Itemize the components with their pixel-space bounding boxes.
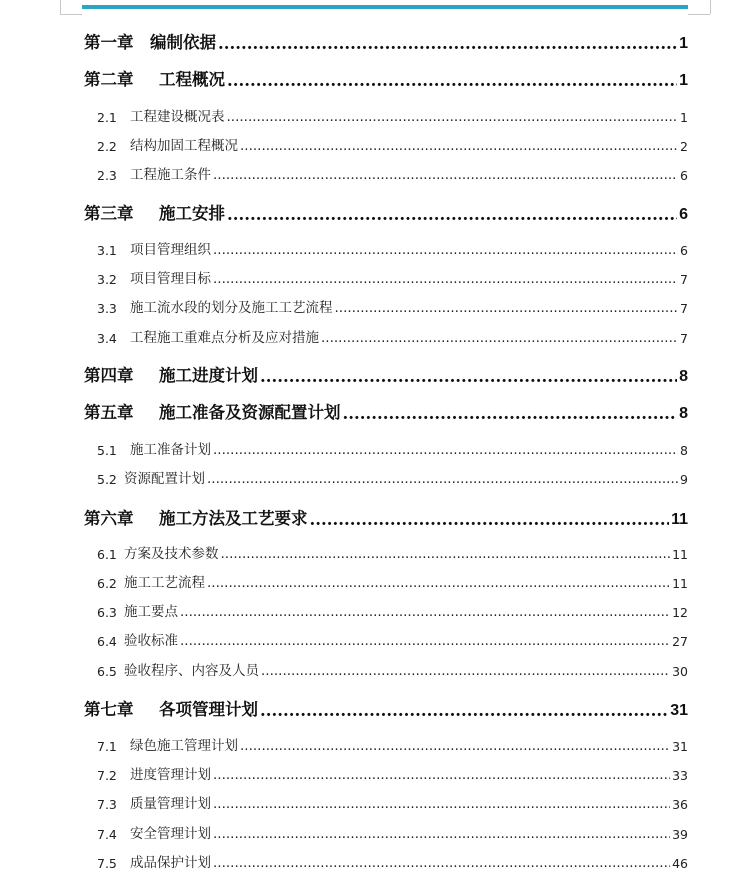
toc-section-entry[interactable]: [97, 736, 688, 754]
toc-entry-title: 结构加固工程概况: [130, 138, 238, 154]
toc-entry-title: 工程建设概况表: [130, 109, 225, 125]
toc-section-entry[interactable]: [97, 165, 688, 183]
toc-dot-leader: [343, 404, 678, 423]
toc-dot-leader: [260, 701, 668, 720]
toc-entry-title: 施工工艺流程: [124, 575, 205, 591]
toc-entry-page-number: 9: [680, 472, 688, 487]
toc-entry-title: 施工方法及工艺要求: [159, 509, 308, 528]
toc-chapter-entry[interactable]: [84, 68, 688, 90]
toc-entry-page-number: 6: [680, 168, 688, 183]
toc-entry-title: 项目管理目标: [130, 271, 211, 287]
toc-entry-number: 6.5: [97, 664, 117, 679]
toc-entry-page-number: 27: [672, 634, 688, 649]
toc-section-entry[interactable]: [97, 544, 688, 562]
toc-entry-number: 第四章: [84, 366, 134, 385]
toc-entry-title: 施工准备及资源配置计划: [159, 403, 341, 422]
toc-entry-title: 施工要点: [124, 604, 178, 620]
toc-entry-number: 3.4: [97, 331, 117, 346]
toc-dot-leader: [213, 167, 678, 183]
toc-dot-leader: [213, 442, 678, 458]
toc-dot-leader: [180, 633, 670, 649]
toc-dot-leader: [310, 510, 670, 529]
toc-entry-page-number: 11: [671, 511, 688, 528]
toc-entry-title: 项目管理组织: [130, 242, 211, 258]
toc-entry-number: 第五章: [84, 403, 134, 422]
toc-entry-page-number: 7: [680, 272, 688, 287]
toc-entry-page-number: 1: [680, 110, 688, 125]
toc-entry-page-number: 8: [680, 443, 688, 458]
toc-dot-leader: [213, 855, 670, 871]
toc-entry-title: 工程概况: [159, 70, 225, 89]
toc-entry-page-number: 30: [672, 664, 688, 679]
toc-entry-number: 6.3: [97, 605, 117, 620]
toc-entry-page-number: 11: [672, 547, 688, 562]
toc-entry-title: 资源配置计划: [124, 471, 205, 487]
toc-dot-leader: [207, 471, 678, 487]
toc-chapter-entry[interactable]: [84, 31, 688, 53]
toc-chapter-entry[interactable]: [84, 202, 688, 224]
toc-entry-number: 5.2: [97, 472, 117, 487]
toc-entry-number: 7.5: [97, 856, 117, 871]
toc-dot-leader: [218, 34, 677, 53]
toc-section-entry[interactable]: [97, 298, 688, 316]
toc-entry-title: 工程施工重难点分析及应对措施: [130, 330, 319, 346]
toc-entry-page-number: 39: [672, 827, 688, 842]
toc-entry-page-number: 11: [672, 576, 688, 591]
toc-entry-title: 安全管理计划: [130, 826, 211, 842]
toc-entry-number: 3.2: [97, 272, 117, 287]
toc-chapter-entry[interactable]: [84, 698, 688, 720]
toc-entry-page-number: 12: [672, 605, 688, 620]
toc-entry-title: 质量管理计划: [130, 796, 211, 812]
toc-section-entry[interactable]: [97, 269, 688, 287]
toc-entry-page-number: 8: [679, 368, 688, 385]
toc-entry-number: 6.1: [97, 547, 117, 562]
toc-section-entry[interactable]: [97, 240, 688, 258]
toc-section-entry[interactable]: [97, 794, 688, 812]
toc-entry-number: 6.2: [97, 576, 117, 591]
toc-dot-leader: [180, 604, 670, 620]
toc-entry-page-number: 31: [672, 739, 688, 754]
toc-section-entry[interactable]: [97, 469, 688, 487]
toc-dot-leader: [240, 738, 670, 754]
toc-entry-title: 施工流水段的划分及施工工艺流程: [130, 300, 333, 316]
toc-entry-number: 第六章: [84, 509, 134, 528]
toc-entry-page-number: 2: [680, 139, 688, 154]
toc-dot-leader: [260, 367, 677, 386]
toc-entry-page-number: 1: [679, 72, 688, 89]
toc-entry-number: 7.4: [97, 827, 117, 842]
toc-entry-number: 第二章: [84, 70, 134, 89]
toc-entry-page-number: 33: [672, 768, 688, 783]
toc-entry-page-number: 7: [680, 331, 688, 346]
toc-section-entry[interactable]: [97, 631, 688, 649]
toc-entry-title: 成品保护计划: [130, 855, 211, 871]
toc-section-entry[interactable]: [97, 136, 688, 154]
toc-entry-number: 第七章: [84, 700, 134, 719]
toc-section-entry[interactable]: [97, 107, 688, 125]
toc-section-entry[interactable]: [97, 573, 688, 591]
toc-chapter-entry[interactable]: [84, 401, 688, 423]
toc-entry-number: 3.3: [97, 301, 117, 316]
toc-entry-title: 验收标准: [124, 633, 178, 649]
toc-dot-leader: [213, 826, 670, 842]
toc-dot-leader: [227, 71, 677, 90]
toc-entry-number: 2.1: [97, 110, 117, 125]
toc-entry-page-number: 36: [672, 797, 688, 812]
toc-entry-number: 6.4: [97, 634, 117, 649]
toc-entry-title: 工程施工条件: [130, 167, 211, 183]
toc-entry-number: 2.2: [97, 139, 117, 154]
toc-entry-number: 第一章: [84, 33, 134, 52]
toc-entry-number: 5.1: [97, 443, 117, 458]
toc-entry-page-number: 6: [680, 243, 688, 258]
toc-section-entry[interactable]: [97, 661, 688, 679]
toc-entry-number: 7.3: [97, 797, 117, 812]
toc-entry-page-number: 7: [680, 301, 688, 316]
toc-entry-title: 验收程序、内容及人员: [124, 663, 259, 679]
toc-entry-title: 各项管理计划: [159, 700, 258, 719]
toc-dot-leader: [227, 205, 677, 224]
toc-entry-title: 编制依据: [150, 33, 216, 52]
toc-dot-leader: [207, 575, 670, 591]
toc-dot-leader: [321, 330, 678, 346]
toc-section-entry[interactable]: [97, 853, 688, 871]
toc-section-entry[interactable]: [97, 602, 688, 620]
toc-entry-title: 绿色施工管理计划: [130, 738, 238, 754]
toc-dot-leader: [213, 242, 678, 258]
toc-entry-page-number: 46: [672, 856, 688, 871]
toc-entry-number: 3.1: [97, 243, 117, 258]
toc-entry-title: 施工准备计划: [130, 442, 211, 458]
toc-dot-leader: [221, 546, 671, 562]
toc-dot-leader: [213, 796, 670, 812]
toc-entry-number: 7.1: [97, 739, 117, 754]
toc-section-entry[interactable]: [97, 765, 688, 783]
toc-dot-leader: [261, 663, 670, 679]
toc-entry-page-number: 8: [679, 405, 688, 422]
toc-dot-leader: [335, 300, 679, 316]
toc-entry-number: 7.2: [97, 768, 117, 783]
toc-entry-title: 施工进度计划: [159, 366, 258, 385]
toc-section-entry[interactable]: [97, 824, 688, 842]
toc-dot-leader: [240, 138, 678, 154]
toc-dot-leader: [227, 109, 679, 125]
toc-dot-leader: [213, 271, 678, 287]
toc-entry-number: 2.3: [97, 168, 117, 183]
toc-entry-number: 第三章: [84, 204, 134, 223]
toc-section-entry[interactable]: [97, 328, 688, 346]
toc-entry-title: 方案及技术参数: [124, 546, 219, 562]
toc-chapter-entry[interactable]: [84, 364, 688, 386]
toc-section-entry[interactable]: [97, 440, 688, 458]
toc-entry-page-number: 1: [679, 35, 688, 52]
toc-entry-title: 施工安排: [159, 204, 225, 223]
toc-entry-title: 进度管理计划: [130, 767, 211, 783]
toc-entry-page-number: 31: [670, 702, 688, 719]
toc-chapter-entry[interactable]: [84, 507, 688, 529]
toc-dot-leader: [213, 767, 670, 783]
toc-entry-page-number: 6: [679, 206, 688, 223]
